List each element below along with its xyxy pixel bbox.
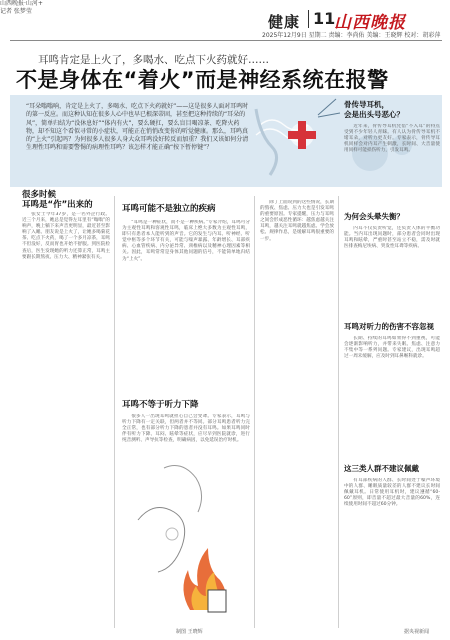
subheading-3: 耳鸣不等于听力下降 xyxy=(122,400,199,410)
subheading-1: 很多时候 耳鸣是“作”出来的 xyxy=(22,190,93,210)
headline-kicker: 耳鸣肯定是上火了，多喝水、吃点下火药就好…… xyxy=(38,54,269,66)
sidebar-body-2: 内耳不仅负责听觉，还负责人体的平衡功能。当内耳出现问题时，部分患者会同时出现耳鸣和眩晕，严重时甚至站立不稳，需及时就医排查梅尼埃病、突发性耳聋等疾病。 xyxy=(344,226,440,250)
sidebar-body-1: 近年来，骨传导耳机凭借“不入耳”的特点受到不少年轻人青睐。有人认为骨传导耳机不堵耳朵，对听力更友好。专家表示，骨传导耳机同样会对内耳产生刺激，长时间、大音量使用同样可能损伤听力，引发耳鸣。 xyxy=(344,124,440,154)
ear-illustration xyxy=(134,460,240,626)
body-column-2a: “耳鸣是一种症状，而不是一种疾病。”专家介绍，耳鸣可分为主观性耳鸣和客观性耳鸣，临床上绝大多数为主观性耳鸣，即只有患者本人能听到的声音。它的发生与内耳、听神经、听觉中枢等多个环节有关，可能与噪声暴露、年龄增长、耳部疾病、心血管疾病、内分泌异常、颈椎病以及精神心理因素等相关。因此，耳鸣常常是身体其他问题的信号，不能简单地归结为“上火”。 xyxy=(122,220,250,262)
column-divider xyxy=(338,196,339,628)
lead-paragraph: “耳朵嗡嗡响，肯定是上火了，多喝水、吃点下火药就好”——这是很多人面对耳鸣时的第一反应。而这种认知在很多人心中也早已根深蒂固，甚至把这种持续的“耳朵的风”，简单归结为“没休息好”“体内有火”，要么硬扛，要么盲目喝凉茶、吃降火药物，却不知这个看似寻常的小症状，可能正在悄悄改变你的听觉健康。那么，耳鸣真的“上火”引起吗？为何很多人很多人身大众耳鸣没好转反而加重？我们又该如何分清生理性耳鸣和需要警惕的病理性耳鸣？该怎样才能正确“按下暂停键”？ xyxy=(26,103,249,152)
page-number: 11 xyxy=(313,9,336,28)
source-tag: 据央视新闻 xyxy=(404,629,430,635)
body-column-2b: 很多人一出现耳鸣就担心自己会变聋。专家表示，耳鸣与听力下降有一定关联，但两者并不等同。部分耳鸣患者听力完全正常，也有部分听力下降的患者并没有耳鸣。如果耳鸣同时伴有听力下降、耳闷、眩晕等症状，应尽早到医院就诊，进行纯音测听、声导抗等检查，明确病因，以免延误治疗时机。 xyxy=(122,414,250,444)
header-divider xyxy=(308,10,309,28)
date-line: 2025年12月9日 星期二 责编：李尚佑 美编：王晓辉 校对：胡彩萍 xyxy=(262,32,441,39)
subheading-2: 耳鸣可能不是独立的疾病 xyxy=(122,204,216,214)
sidebar-heading-4: 这三类人群不建议佩戴 xyxy=(344,464,419,473)
sidebar-heading-1: 骨传导耳机， 会是出头号恶心？ xyxy=(344,100,404,119)
section-title: 健康 xyxy=(268,13,301,31)
header-rule xyxy=(10,40,442,41)
sidebar-heading-3: 耳鸣对听力的伤害不容忽视 xyxy=(344,322,434,331)
column-divider xyxy=(114,196,115,628)
sidebar-body-3: 长期、持续的耳鸣如果得不到重视，可能会逐渐影响听力，并带来失眠、焦虑、注意力不集中等一系列问题。专家建议，出现耳鸣超过一周未缓解，应及时到耳鼻喉科就诊。 xyxy=(344,336,440,360)
body-column-1: 张女士今年37岁，是一名外企行政。近三个月来，她总是觉得左耳里有“嗡嗡”的响声，晚上躺下来声音更明显，最近甚至影响了入睡。朋友说是上火了，让她多喝菊花茶、吃点下火药，喝了一个多月凉茶，耳鸣不但没好，反而胃也开始不舒服。到医院检查后，医生发现她的听力还算正常，耳鸣主要跟长期熬夜、压力大、精神紧张有关。 xyxy=(22,212,110,260)
sidebar-heading-2: 为何会头晕失衡？ xyxy=(344,212,404,221)
byline-outlet: 山西晚报·山河+ xyxy=(0,0,43,7)
byline-reporter: 记者 张梦莹 xyxy=(0,8,32,15)
column-divider xyxy=(254,196,255,628)
sidebar-body-4: 有耳部疾病的人群、长时间处于噪声环境中的人群、睡眠质量较差的人群不建议长时间佩戴耳机。日常使用耳机时，建议遵循“60-60”原则，即音量不超过最大音量的60%，连续使用时间不超过60分钟。 xyxy=(344,478,440,508)
headline: 不是身体在“着火”而是神经系统在报警 xyxy=(16,68,389,92)
masthead-logo: 山西晚报 xyxy=(334,13,406,33)
illustration-credit: 制图 王晓辉 xyxy=(176,629,203,635)
body-column-3: 除了上面说到的这些情况，长期的熬夜、焦虑、压力大也是引发耳鸣的重要原因。专家提醒，压力与耳鸣之间会形成恶性循环：越焦虑越关注耳鸣，越关注耳鸣就越焦虑。学会放松、规律作息，是缓解耳鸣很重要的一步。 xyxy=(260,200,334,242)
